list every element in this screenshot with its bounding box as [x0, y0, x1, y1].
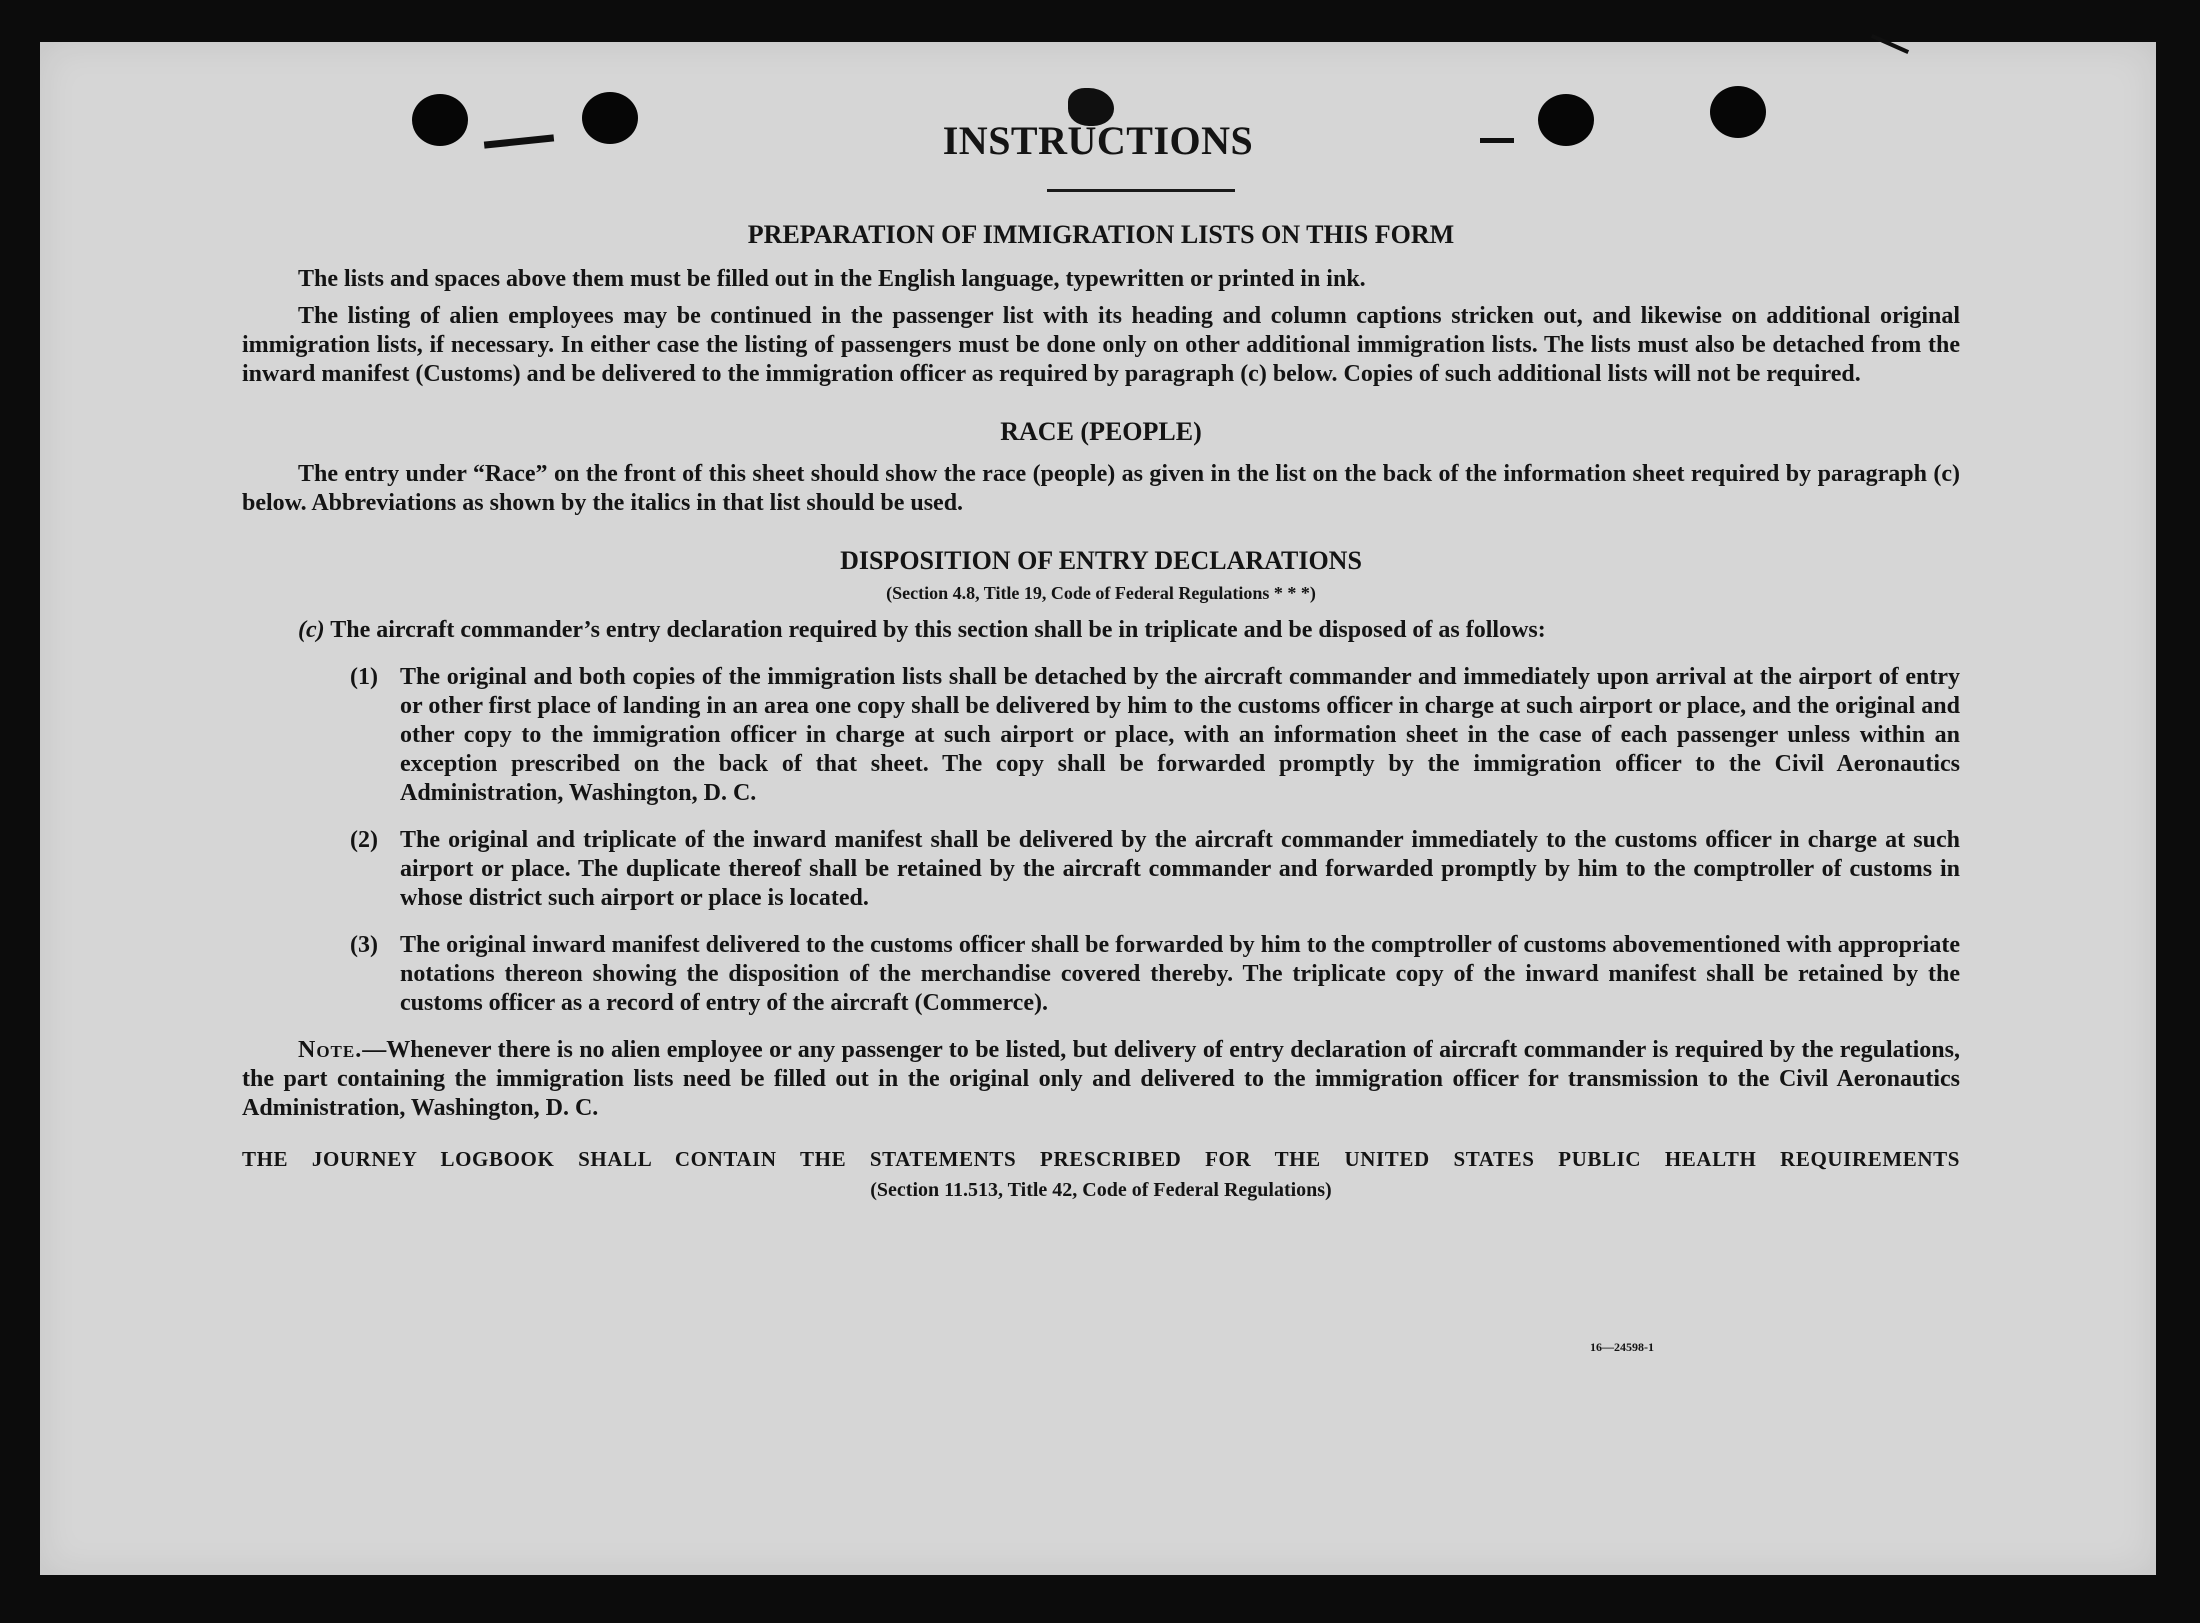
- page-title: INSTRUCTIONS: [942, 118, 1254, 163]
- paragraph-preparation-1: The lists and spaces above them must be filled out in the English language, typewritten or printed in ink.: [298, 266, 1366, 292]
- list-item-number: (1): [350, 664, 378, 690]
- title-underline: [1047, 189, 1235, 192]
- heading-preparation: PREPARATION OF IMMIGRATION LISTS ON THIS FORM: [747, 220, 1455, 249]
- paragraph-preparation-2: The listing of alien employees may be continued in the passenger list with its heading and column captions stricken out, and likewise on additional original immigration lists, if necessary. In either case the listing of passengers must be done only on other additional immigration lists. The lists must also be detached from the inward manifest (Customs) and be delivered to the immigration officer as required by paragraph (c) below. Copies of such additional lists will not be required.: [242, 303, 1960, 387]
- list-item: [242, 663, 1960, 808]
- note-paragraph: [242, 1036, 1960, 1123]
- paragraph-label: (c): [298, 617, 325, 643]
- list-item-number: (2): [350, 827, 378, 853]
- paragraph-text: The aircraft commander’s entry declaration required by this section shall be in triplicate and be disposed of as follows:: [330, 617, 1546, 643]
- document-sheet: [40, 42, 2156, 1575]
- list-item-text: The original and both copies of the immigration lists shall be detached by the aircraft commander and immediately upon arrival at the airport of entry or other first place of landing in an area one copy shall be delivered by him to the customs officer in charge at such airport or place, and the original and other copy to the immigration officer in charge at such airport or place, with an information sheet in the case of each passenger unless within an exception prescribed on the back of that sheet. The copy shall be forwarded promptly by the immigration officer to the Civil Aeronautics Administration, Washington, D. C.: [400, 664, 1960, 806]
- list-item: [242, 931, 1960, 1018]
- note-label: Note.: [298, 1037, 363, 1063]
- heading-race: RACE (PEOPLE): [1000, 417, 1202, 446]
- list-item-number: (3): [350, 932, 378, 958]
- instructions-body: [242, 220, 1960, 1205]
- heading-disposition: DISPOSITION OF ENTRY DECLARATIONS: [840, 546, 1362, 575]
- logbook-statement: THE JOURNEY LOGBOOK SHALL CONTAIN THE STATEMENTS PRESCRIBED FOR THE UNITED STATES PUBLIC HEALTH REQUIREMENTS: [242, 1147, 1960, 1171]
- note-text: —Whenever there is no alien employee or any passenger to be listed, but delivery of entry declaration of aircraft commander is required by the regulations, the part containing the immigration lists need be filled out in the original only and delivered to the immigration officer for transmission to the Civil Aeronautics Administration, Washington, D. C.: [242, 1037, 1960, 1121]
- list-item-text: The original and triplicate of the inward manifest shall be delivered by the aircraft commander immediately to the customs officer in charge at such airport or place. The duplicate thereof shall be retained by the aircraft commander and forwarded promptly by him to the comptroller of customs in whose district such airport or place is located.: [400, 827, 1960, 911]
- list-item: [242, 826, 1960, 913]
- list-item-text: The original inward manifest delivered to the customs officer shall be forwarded by him to the comptroller of customs abovementioned with appropriate notations thereon showing the disposition of the merchandise covered thereby. The triplicate copy of the inward manifest shall be retained by the customs officer as a record of entry of the aircraft (Commerce).: [400, 932, 1960, 1016]
- paragraph-race: The entry under “Race” on the front of this sheet should show the race (people) as given in the list on the back of the information sheet required by paragraph (c) below. Abbreviations as shown by the italics in that list should be used.: [242, 461, 1960, 516]
- citation-disposition: (Section 4.8, Title 19, Code of Federal Regulations * * *): [886, 583, 1316, 603]
- paragraph-disposition-intro: [242, 616, 1960, 645]
- ink-smudge: [1871, 34, 1909, 54]
- form-number: 16—24598-1: [1590, 1340, 1654, 1354]
- faint-signature: [240, 1462, 255, 1518]
- logbook-citation: (Section 11.513, Title 42, Code of Federal Regulations): [870, 1179, 1332, 1201]
